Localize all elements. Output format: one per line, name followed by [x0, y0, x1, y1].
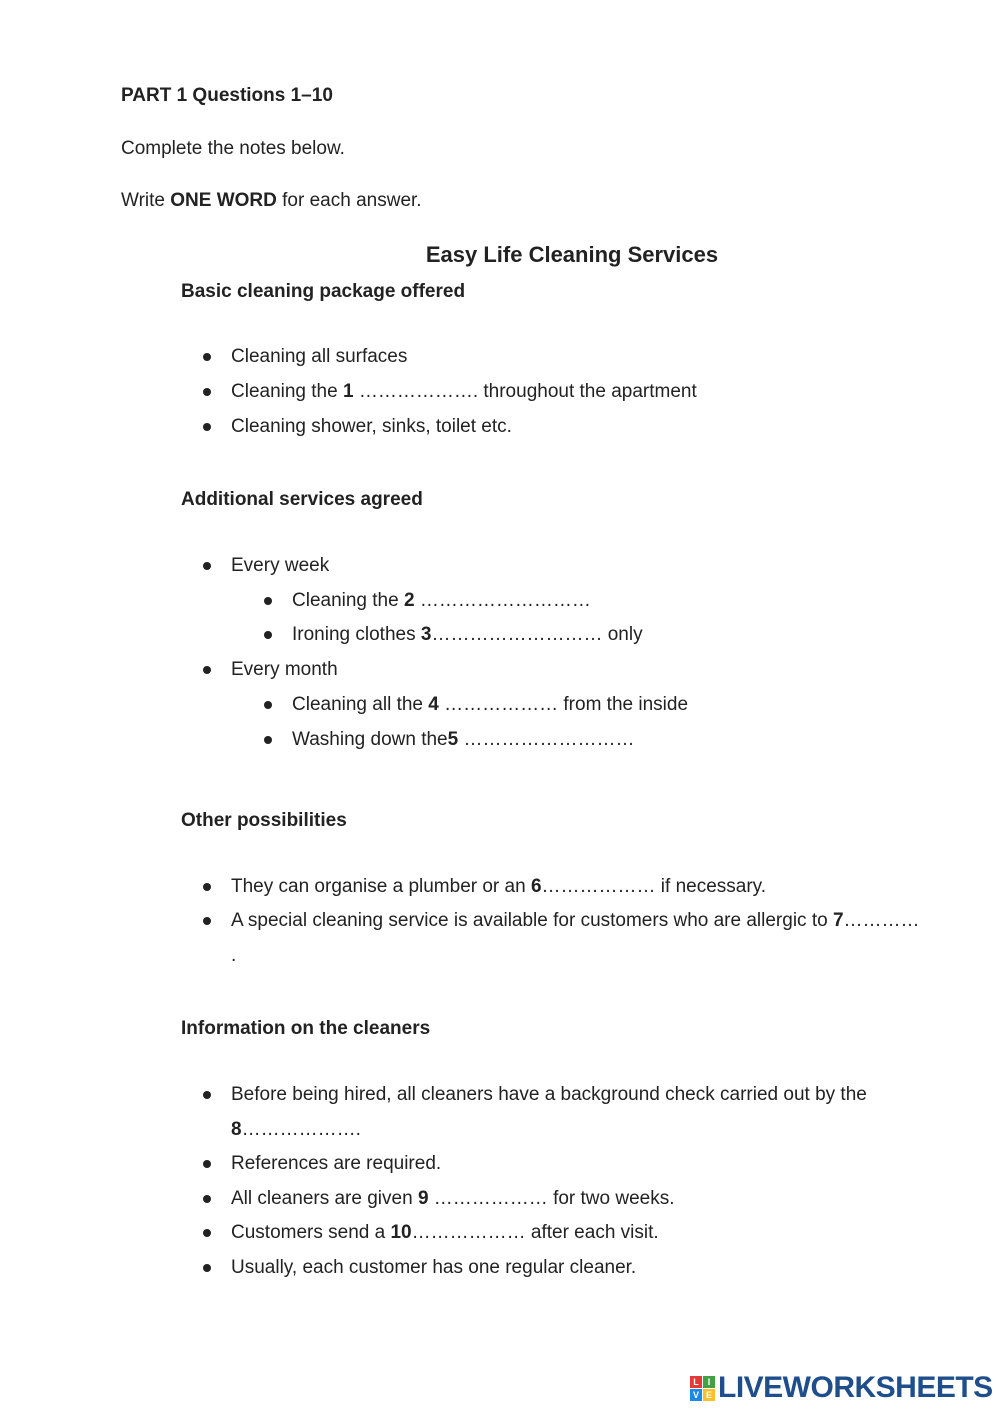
question-9-item	[231, 1187, 675, 1211]
part-title: PART 1 Questions 1–10	[121, 85, 333, 106]
q2-post: ………………………	[414, 590, 591, 611]
question-6-item	[231, 875, 766, 899]
q4-post: ……………… from the inside	[438, 694, 689, 715]
question-8-blank	[231, 1118, 361, 1142]
bullet-icon	[203, 388, 211, 396]
bullet-icon	[203, 1264, 211, 1272]
question-number-1: 1	[342, 381, 354, 402]
q10-post: ……………… after each visit.	[411, 1222, 659, 1243]
question-3-item	[292, 623, 643, 647]
bullet-icon	[264, 597, 272, 605]
q6-pre: They can organise a plumber or an	[231, 876, 531, 897]
question-7-continuation: .	[231, 945, 237, 966]
badge-letter: I	[703, 1376, 715, 1388]
section-heading-other-possibilities: Other possibilities	[181, 810, 347, 831]
q3-pre: Ironing clothes	[292, 624, 421, 645]
list-item: References are required.	[231, 1153, 442, 1174]
bullet-icon	[203, 353, 211, 361]
bullet-icon	[203, 666, 211, 674]
q7-post: …………	[843, 910, 920, 931]
question-7-item	[231, 909, 920, 933]
bullet-icon	[203, 562, 211, 570]
section-heading-cleaners-info: Information on the cleaners	[181, 1018, 431, 1039]
question-number-4: 4	[428, 694, 439, 715]
question-number-6: 6	[530, 876, 542, 897]
question-2-item	[292, 589, 591, 613]
q6-post: ……………… if necessary.	[541, 876, 767, 897]
q1-pre: Cleaning the	[231, 381, 343, 402]
question-8-item: Before being hired, all cleaners have a background check carried out by the	[231, 1084, 867, 1105]
question-number-8: 8	[231, 1119, 242, 1140]
bullet-icon	[203, 883, 211, 891]
question-number-2: 2	[403, 590, 415, 611]
q5-post: ………………………	[458, 729, 635, 750]
q7-pre: A special cleaning service is available for customers who are allergic to	[231, 910, 833, 931]
q9-pre: All cleaners are given	[231, 1188, 418, 1209]
section-heading-basic-package: Basic cleaning package offered	[181, 281, 466, 302]
bullet-icon	[203, 917, 211, 925]
question-number-5: 5	[447, 729, 459, 750]
liveworksheets-badge-icon	[690, 1376, 715, 1401]
bullet-icon	[203, 1195, 211, 1203]
instruction-one-word	[121, 189, 422, 213]
badge-letter: V	[690, 1389, 702, 1401]
instruction-pre: Write	[121, 190, 171, 211]
liveworksheets-logo[interactable]	[690, 1372, 993, 1404]
q9-post: ……………… for two weeks.	[428, 1188, 675, 1209]
question-number-7: 7	[832, 910, 844, 931]
q2-pre: Cleaning the	[292, 590, 404, 611]
list-item-every-month: Every month	[231, 659, 338, 680]
question-4-item	[292, 693, 688, 717]
instruction-complete-notes: Complete the notes below.	[121, 138, 345, 159]
section-heading-additional-services: Additional services agreed	[181, 489, 423, 510]
question-10-item	[231, 1221, 659, 1245]
q1-post: ………………. throughout the apartment	[353, 381, 697, 402]
instruction-bold: ONE WORD	[170, 190, 277, 211]
question-number-10: 10	[390, 1222, 412, 1243]
bullet-icon	[203, 1160, 211, 1168]
question-5-item	[292, 728, 634, 752]
bullet-icon	[264, 631, 272, 639]
q4-pre: Cleaning all the	[292, 694, 429, 715]
badge-letter: L	[690, 1376, 702, 1388]
q8-post: ……………….	[241, 1119, 361, 1140]
bullet-icon	[264, 701, 272, 709]
bullet-icon	[203, 1091, 211, 1099]
bullet-icon	[203, 423, 211, 431]
q5-pre: Washing down the	[292, 729, 448, 750]
badge-letter: E	[703, 1389, 715, 1401]
q3-post: ……………………… only	[431, 624, 643, 645]
q10-pre: Customers send a	[231, 1222, 391, 1243]
question-1-item	[231, 380, 697, 404]
document-title: Easy Life Cleaning Services	[425, 242, 719, 267]
instruction-post: for each answer.	[276, 190, 422, 211]
list-item: Cleaning shower, sinks, toilet etc.	[231, 416, 512, 437]
question-number-3: 3	[420, 624, 432, 645]
list-item-every-week: Every week	[231, 555, 330, 576]
question-number-9: 9	[417, 1188, 429, 1209]
list-item: Cleaning all surfaces	[231, 346, 408, 367]
list-item: Usually, each customer has one regular cleaner.	[231, 1257, 637, 1278]
bullet-icon	[203, 1229, 211, 1237]
bullet-icon	[264, 736, 272, 744]
logo-text: LIVEWORKSHEETS	[718, 1371, 993, 1404]
